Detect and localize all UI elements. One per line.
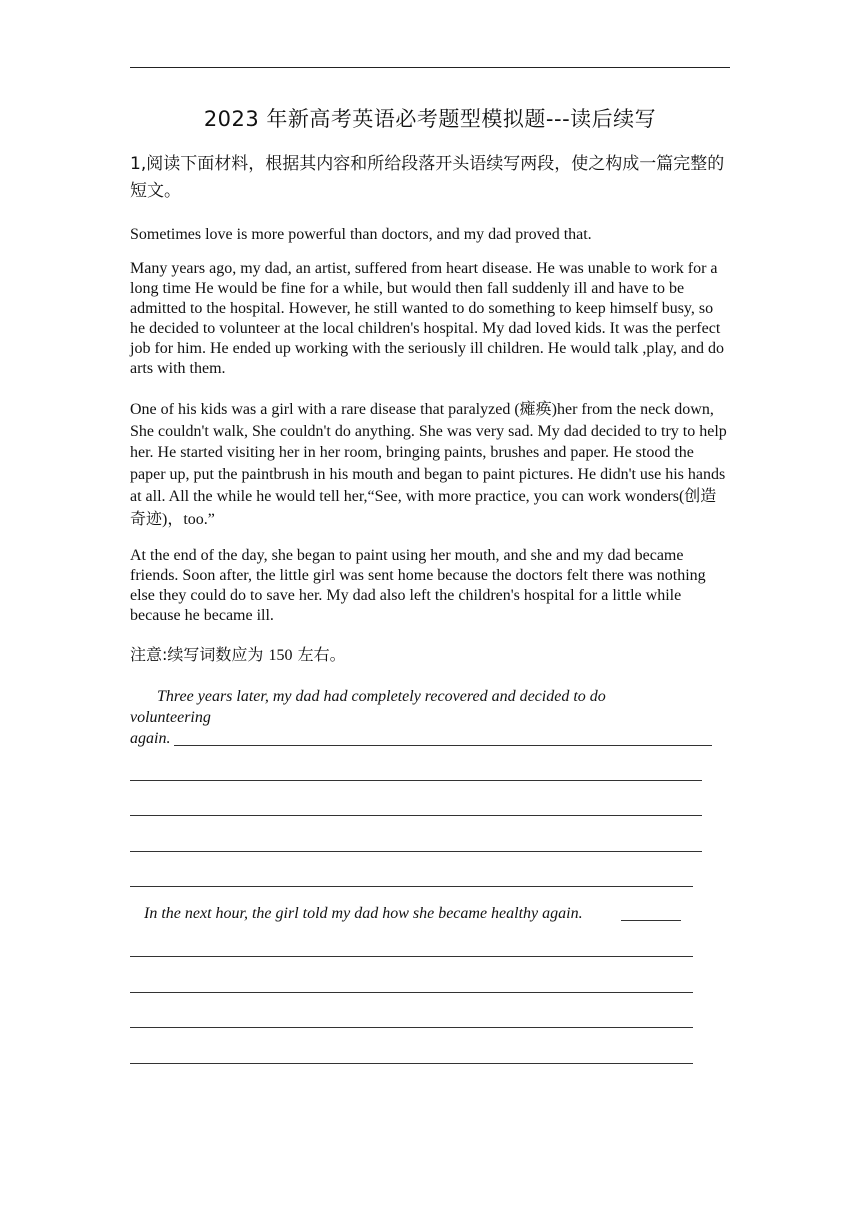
passage-paragraph-1: Sometimes love is more powerful than doctors, and my dad proved that.	[130, 226, 592, 243]
starter-1-line-1: Three years later, my dad had completely recovered and decided to do	[157, 688, 606, 705]
writing-line	[130, 956, 693, 957]
continuation-starter-1	[130, 686, 730, 749]
continuation-starter-2: In the next hour, the girl told my dad how she became healthy again.	[144, 905, 583, 922]
page-title: 2023 年新高考英语必考题型模拟题---读后续写	[203, 107, 657, 131]
paragraph-3-text-c: )，too.”	[162, 510, 215, 528]
paragraph-3-gloss-paralyzed: 瘫痪	[519, 399, 552, 418]
paragraph-3-text-b: )her from the neck down, She couldn't walk, She couldn't do anything. She was very sad. My dad decided to try to help her. He started visiting her in her room, bringing paints, brushes and paper. He stood the paper up, put the paintbrush in his mouth and began to paint pictures. He didn't use his hands at all. All the while he would tell her,“See, with more practice, you can work wonders(	[130, 401, 727, 505]
writing-line	[130, 851, 702, 852]
writing-line	[130, 1027, 693, 1028]
task-instruction: 1,阅读下面材料，根据其内容和所给段落开头语续写两段，使之构成一篇完整的短文。	[130, 154, 725, 201]
writing-line	[130, 780, 702, 781]
paragraph-3-text-a: One of his kids was a girl with a rare disease that paralyzed (	[130, 401, 520, 418]
writing-line	[130, 992, 693, 993]
word-count-note	[130, 644, 730, 667]
starter-1-line-2: volunteering	[130, 709, 211, 726]
passage-paragraph-2: Many years ago, my dad, an artist, suffered from heart disease. He was unable to work for a long time He would be fine for a while, but would then fall suddenly ill and have to be admitted to the hospital. However, he still wanted to do something to keep himself busy, so he decided to volunteer at the local children's hospital. My dad loved kids. It was the perfect job for him. He ended up working with the seriously ill children. He would talk ,play, and do arts with them.	[130, 260, 724, 377]
writing-line	[174, 745, 712, 746]
writing-line	[130, 1063, 693, 1064]
starter-1-line-3: again.	[130, 730, 171, 747]
note-word-count: 150	[268, 647, 293, 664]
passage-paragraph-4: At the end of the day, she began to paint using her mouth, and she and my dad became friends. Soon after, the little girl was sent home because the doctors felt there was nothing else they could do to save her. My dad also left the children's hospital for a little while because he became ill.	[130, 547, 706, 624]
note-suffix: 左右。	[292, 645, 346, 664]
note-prefix: 注意:续写词数应为	[130, 645, 269, 664]
writing-line	[130, 815, 702, 816]
paragraph-3-gloss-wonders: 创造奇迹	[130, 486, 717, 528]
writing-line	[621, 920, 681, 921]
passage-paragraph-3	[130, 398, 730, 530]
writing-line	[130, 886, 693, 887]
header-rule	[130, 67, 730, 68]
